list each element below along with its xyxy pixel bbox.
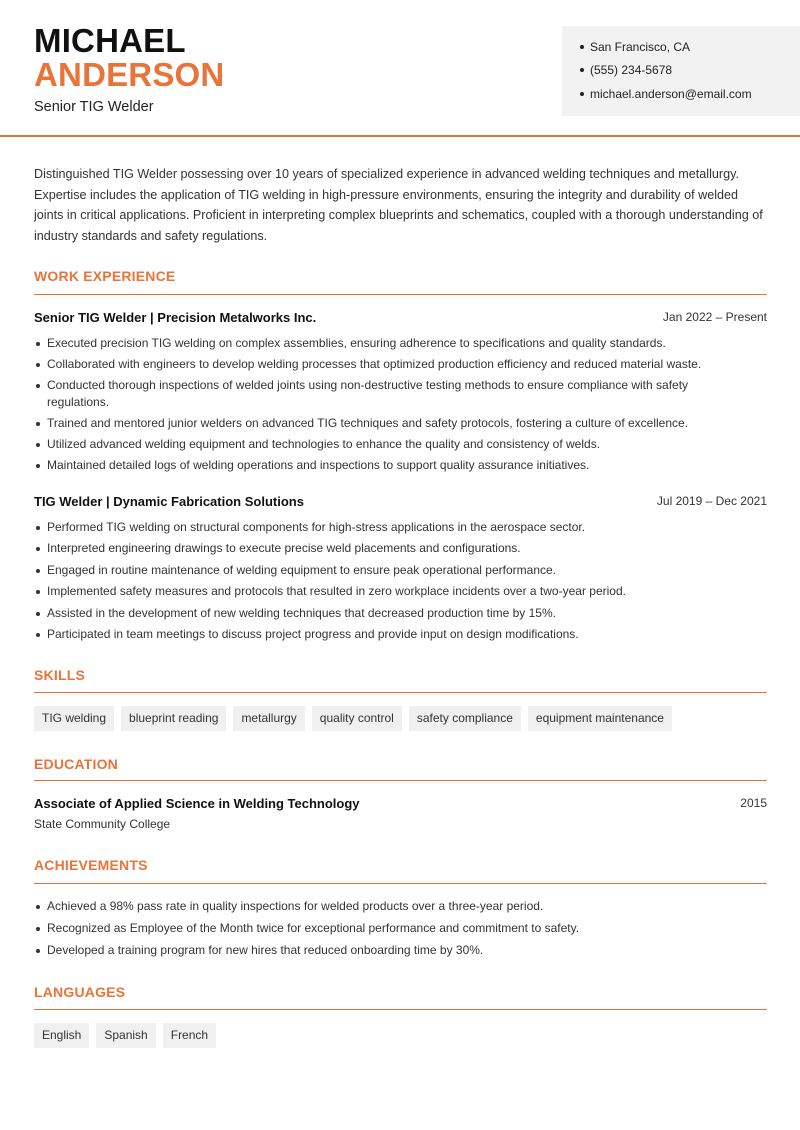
section-title-education: EDUCATION (34, 756, 118, 772)
contact-location (580, 40, 690, 54)
education-school: State Community College (34, 817, 171, 831)
skill-tag: metallurgy (233, 706, 304, 731)
bullet-icon (580, 68, 584, 72)
list-item: Interpreted engineering drawings to execute precise weld placements and configurations. (34, 540, 734, 557)
list-item: Executed precision TIG welding on complex assemblies, ensuring adherence to specifications and quality standards. (34, 335, 734, 352)
section-title-skills: SKILLS (34, 667, 85, 683)
skill-tag: safety compliance (409, 706, 521, 731)
list-item: Implemented safety measures and protocols that resulted in zero workplace incidents over a two-year period. (34, 583, 734, 600)
list-item: Assisted in the development of new welding techniques that decreased production time by 15%. (34, 605, 734, 622)
achievements-list (34, 898, 734, 959)
language-tag: French (163, 1023, 216, 1048)
location-text: San Francisco, CA (590, 40, 691, 54)
section-title-languages: LANGUAGES (34, 984, 126, 1000)
language-tag: Spanish (96, 1023, 155, 1048)
section-divider (34, 1009, 767, 1010)
job-date: Jul 2019 – Dec 2021 (656, 494, 767, 508)
list-item: Conducted thorough inspections of welded joints using non-destructive testing methods to ensure compliance with safety regulations. (34, 377, 734, 411)
list-item: Developed a training program for new hires that reduced onboarding time by 30%. (34, 942, 734, 959)
languages-list (34, 1023, 216, 1048)
list-item: Collaborated with engineers to develop welding processes that optimized production efficiency and reduced material waste. (34, 356, 734, 373)
job-heading: Senior TIG Welder | Precision Metalworks Inc. (34, 310, 317, 325)
list-item: Achieved a 98% pass rate in quality inspections for welded products over a three-year period. (34, 898, 734, 915)
list-item: Performed TIG welding on structural components for high-stress applications in the aerospace sector. (34, 519, 734, 536)
professional-summary: Distinguished TIG Welder possessing over 10 years of specialized experience in advanced welding techniques and metallurgy. Expertise includes the application of TIG welding in high-pressure environments, ensuring the integrity and durability of welded joints in critical applications. Proficient in interpreting complex blueprints and schematics, coupled with a thorough understanding of industry standards and safety regulations. (34, 167, 763, 243)
list-item: Engaged in routine maintenance of welding equipment to ensure peak operational performance. (34, 562, 734, 579)
job-date: Jan 2022 – Present (662, 310, 767, 324)
skills-list (34, 706, 672, 731)
education-degree: Associate of Applied Science in Welding Technology (34, 796, 360, 811)
section-divider (34, 883, 767, 884)
contact-email (580, 87, 752, 101)
section-title-achievements: ACHIEVEMENTS (34, 857, 148, 873)
list-item: Utilized advanced welding equipment and technologies to enhance the quality and consistency of welds. (34, 436, 734, 453)
contact-phone (580, 63, 672, 77)
section-divider (34, 780, 767, 781)
list-item: Recognized as Employee of the Month twice for exceptional performance and commitment to safety. (34, 920, 734, 937)
job-title: Senior TIG Welder (34, 99, 154, 115)
job-bullets (34, 335, 734, 474)
job-bullets (34, 519, 734, 643)
section-divider (34, 692, 767, 693)
list-item: Participated in team meetings to discuss project progress and provide input on design modifications. (34, 626, 734, 643)
language-tag: English (34, 1023, 89, 1048)
skill-tag: equipment maintenance (528, 706, 672, 731)
bullet-icon (580, 45, 584, 49)
first-name: MICHAEL (34, 22, 186, 59)
last-name: ANDERSON (34, 56, 225, 93)
section-divider (34, 294, 767, 295)
list-item: Trained and mentored junior welders on advanced TIG techniques and safety protocols, fostering a culture of excellence. (34, 415, 734, 432)
email-text: michael.anderson@email.com (590, 87, 752, 101)
contact-box (562, 26, 800, 116)
section-title-work: WORK EXPERIENCE (34, 268, 176, 284)
job-heading: TIG Welder | Dynamic Fabrication Solutions (34, 494, 304, 509)
skill-tag: quality control (312, 706, 402, 731)
skill-tag: TIG welding (34, 706, 114, 731)
phone-text: (555) 234-5678 (590, 63, 673, 77)
resume-header (0, 0, 800, 137)
education-year: 2015 (740, 796, 767, 810)
skill-tag: blueprint reading (121, 706, 226, 731)
list-item: Maintained detailed logs of welding operations and inspections to support quality assurance initiatives. (34, 457, 734, 474)
bullet-icon (580, 92, 584, 96)
